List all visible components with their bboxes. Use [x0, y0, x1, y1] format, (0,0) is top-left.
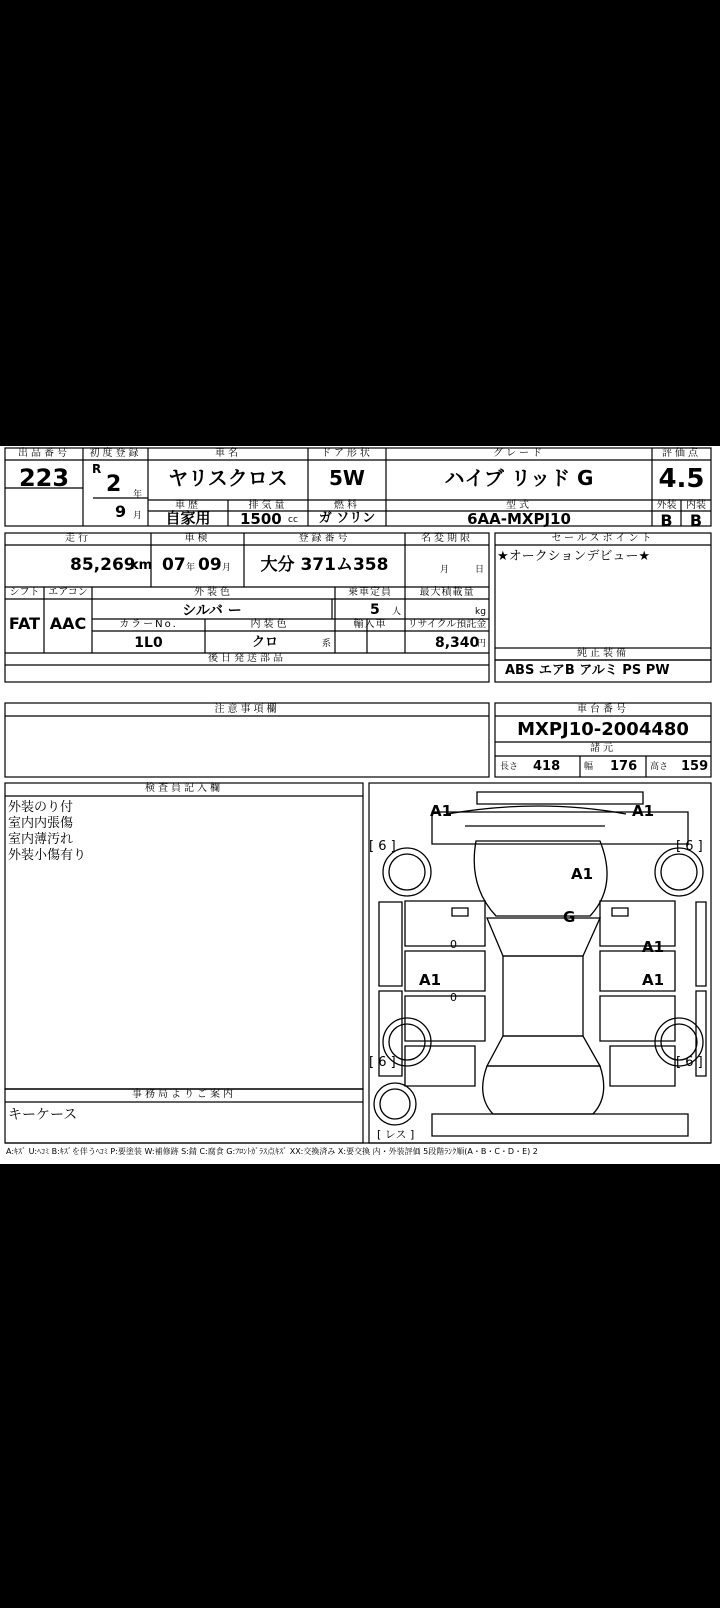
office-label: 事務局よりご案内	[132, 1089, 236, 1100]
model-code: 6AA-MXPJ10	[467, 510, 571, 528]
aircon-label: エアコン	[48, 587, 88, 598]
km-unit: km	[130, 558, 153, 573]
car-name-label: 車名	[215, 448, 241, 459]
color-number: 1L0	[134, 635, 163, 651]
exterior-color-label: 外装色	[194, 587, 233, 598]
registration-year: 2	[106, 472, 122, 497]
interior-grade-label: 内装	[686, 500, 706, 511]
name-change-label: 名変期限	[421, 533, 473, 544]
inspection-label: 車検	[184, 533, 211, 544]
plate-number: 大分 371ム358	[260, 555, 389, 575]
height-label: 高さ	[650, 762, 669, 772]
yen-unit: 円	[477, 639, 487, 649]
inspection-year-unit: 年	[186, 563, 196, 573]
caution-label: 注意事項欄	[214, 704, 280, 715]
registration-month: 9	[115, 502, 127, 521]
lot-number-label: 出品番号	[18, 448, 70, 459]
recycle-label: リサイクル預託金	[407, 619, 487, 630]
damage-mark: A1	[419, 971, 442, 989]
tire-tread: [ 6 ]	[369, 1055, 396, 1070]
sales-point: ★オークションデビュー★	[497, 549, 651, 564]
inspector-note: 外装小傷有り	[8, 848, 87, 863]
length-label: 長さ	[500, 762, 519, 772]
inspector-note: 外装のり付	[8, 800, 74, 815]
first-registration-label: 初度登録	[89, 448, 142, 459]
lot-number: 223	[18, 464, 70, 492]
tire-tread: [ 6 ]	[369, 839, 396, 854]
inspector-note: 室内内張傷	[8, 816, 74, 831]
height: 159	[681, 759, 709, 774]
legend: A:ｷｽﾞ U:ﾍｺﾐ B:ｷｽﾞを伴うﾍｺﾐ P:要塗装 W:補修跡 S:錆 C:腐食 G:ﾌﾛﾝﾄｶﾞﾗｽ点ｷｽﾞ XX:交換済み X:要交換 内・外装評価 5段階ﾗﾝｸ順(A・B・C・D・E) 2	[6, 1147, 538, 1156]
aircon: AAC	[49, 614, 87, 633]
auction-sheet	[0, 446, 720, 1164]
grade-label: グレード	[493, 448, 545, 459]
plate-label: 登録番号	[298, 533, 351, 544]
recycle-fee: 8,340	[435, 635, 480, 651]
import-label: 輸入車	[353, 619, 387, 630]
capacity: 5	[370, 602, 380, 618]
office-note: キーケース	[8, 1107, 78, 1123]
cc-unit: cc	[288, 515, 298, 525]
door-type: 5W	[329, 466, 365, 490]
damage-mark: 0	[450, 938, 457, 951]
equipment-label: 純正装備	[577, 648, 629, 659]
shift: FAT	[8, 614, 41, 633]
era: R	[92, 462, 102, 476]
displacement-label: 排気量	[248, 500, 288, 511]
exterior-grade-label: 外装	[656, 500, 677, 511]
shift-label: シフト	[9, 587, 40, 598]
max-load-label: 最大積載量	[419, 587, 475, 598]
model-label: 型式	[506, 500, 532, 511]
interior-color: クロ	[251, 635, 278, 650]
kg-unit: kg	[475, 607, 486, 617]
spare-tire: [ レス ]	[377, 1128, 415, 1141]
exterior-color: シルバ ー	[182, 603, 242, 619]
width-label: 幅	[584, 762, 594, 772]
damage-mark: A1	[571, 865, 594, 883]
color-number-label: カラーNo.	[119, 619, 178, 630]
interior-color-label: 内装色	[250, 619, 290, 630]
fuel: ガ ソリン	[318, 511, 376, 526]
inspection-month: 09	[198, 555, 222, 575]
inspector-label: 検査員記入欄	[145, 783, 223, 794]
door-type-label: ドア形状	[321, 448, 373, 459]
tire-tread: [ 6 ]	[676, 839, 703, 854]
chassis-label: 車台番号	[577, 704, 629, 715]
grade: ハイブ リッド G	[444, 466, 594, 490]
equipment: ABS エアB アルミ PS PW	[505, 663, 670, 678]
car-history: 自家用	[165, 509, 211, 527]
later-parts-label: 後日発送部品	[208, 653, 286, 664]
year-unit: 年	[133, 490, 143, 500]
exterior-grade: B	[660, 511, 673, 530]
auction-score: 4.5	[658, 464, 705, 494]
damage-mark: A1	[430, 802, 453, 820]
mileage-label: 走行	[65, 533, 91, 544]
interior-color-unit: 系	[322, 639, 332, 649]
interior-grade: B	[689, 511, 703, 530]
damage-mark: A1	[632, 802, 655, 820]
name-change-day: 日	[475, 565, 485, 575]
fuel-label: 燃料	[334, 500, 360, 511]
damage-mark: A1	[642, 971, 665, 989]
spec-label: 諸元	[590, 743, 616, 754]
damage-mark: 0	[450, 991, 457, 1004]
inspection-year: 07	[162, 555, 186, 575]
inspection-month-unit: 月	[222, 563, 232, 573]
name-change-month: 月	[440, 565, 450, 575]
history-label: 車歴	[175, 500, 201, 511]
inspector-note: 室内薄汚れ	[8, 832, 74, 847]
tire-tread: [ 6 ]	[676, 1055, 703, 1070]
length: 418	[533, 759, 561, 774]
damage-mark: G	[563, 908, 576, 926]
width: 176	[610, 759, 638, 774]
mileage: 85,269	[70, 555, 136, 575]
damage-mark: A1	[642, 938, 665, 956]
score-label: 評価点	[662, 448, 701, 459]
capacity-unit: 人	[392, 607, 402, 617]
chassis-number: MXPJ10-2004480	[517, 719, 689, 740]
car-name: ヤリスクロス	[168, 466, 288, 490]
month-unit: 月	[133, 511, 143, 521]
capacity-label: 乗車定員	[348, 587, 392, 598]
displacement: 1500	[240, 510, 282, 528]
sales-point-label: セールスポイント	[551, 533, 655, 544]
